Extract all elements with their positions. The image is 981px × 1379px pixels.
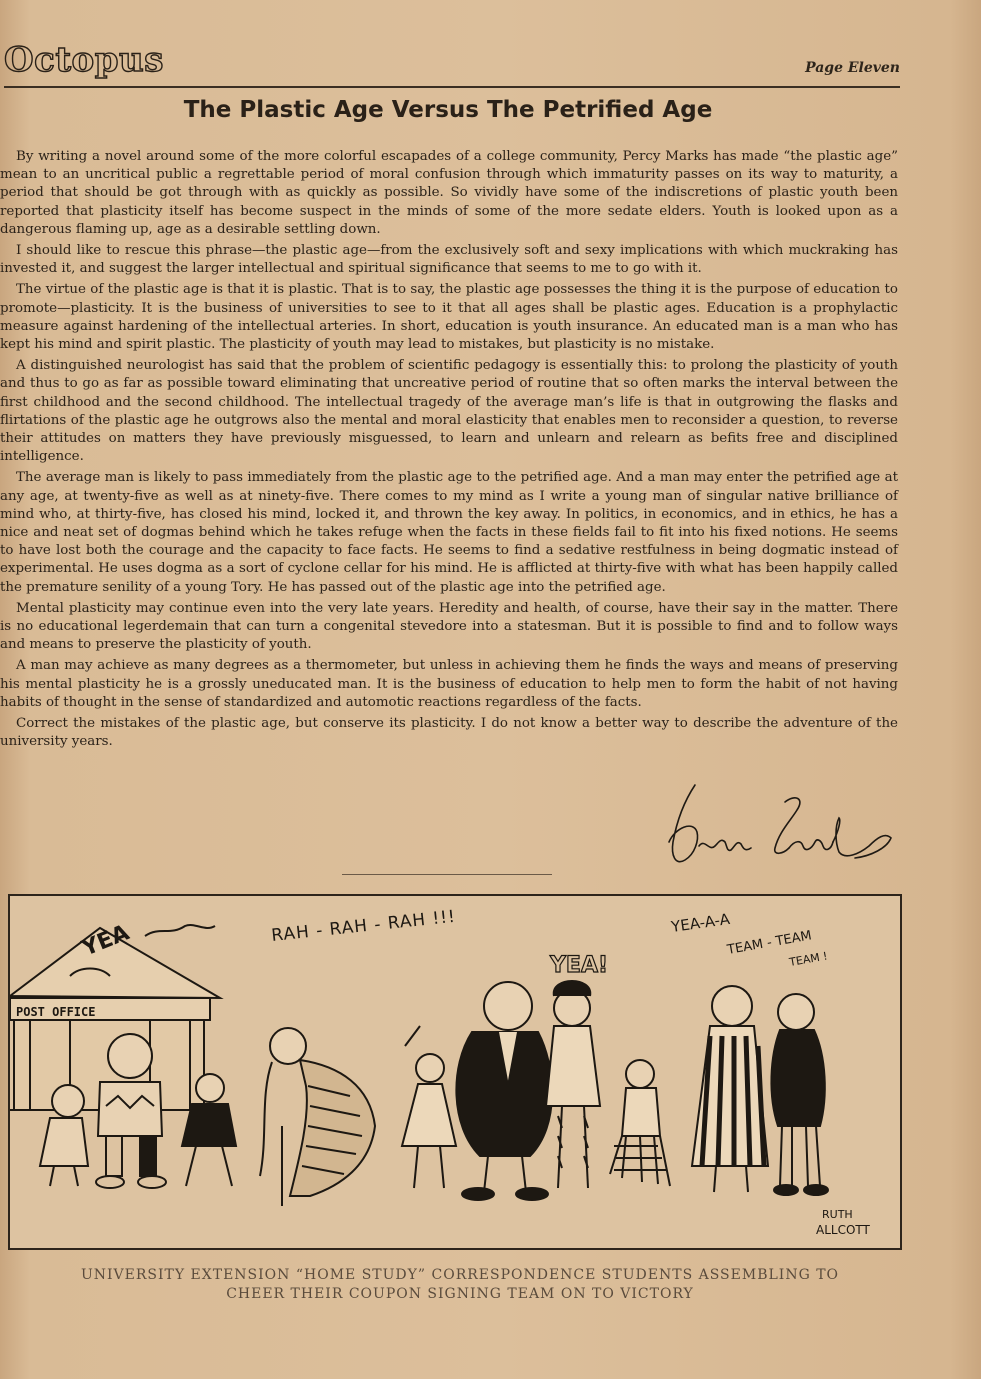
article-paragraph: The average man is likely to pass immediately from the plastic age to the petrified age. And a man may enter the petrified age at any age, at twenty-five as well as at ninety-five. There comes to my mind as I write a young man of singular native brilliance of mind who, at thirty-five, has closed his mind, locked it, and thrown the key away. In politics, in economics, and in ethics, he has a nice and neat set of dogmas behind which he takes refuge when the facts in these fields fail to fit into his fixed notions. He seems to have lost both the courage and the capacity to face facts. He seems to find a sedative restfulness in being dogmatic instead of experimental. He uses dogma as a sort of cyclone cellar for his mind. He is afflicted at thirty-five with what has been happily called the premature senility of a young Tory. He has passed out of the plastic age into the petrified age. bbox=[0, 470, 898, 595]
cheer-yea-left: YEA bbox=[78, 920, 133, 962]
cheer-rah: RAH - RAH - RAH !!! bbox=[270, 906, 457, 946]
cheer-yea-center: YEA! bbox=[550, 953, 609, 978]
author-signature bbox=[655, 780, 900, 870]
cheer-team-2: TEAM ! bbox=[788, 949, 829, 969]
cheer-yea-right: YEA-A-A bbox=[670, 909, 731, 936]
cartoon-drawing bbox=[10, 896, 896, 1244]
article-paragraph: The virtue of the plastic age is that it is plastic. That is to say, the plastic age possesses the thing it is the purpose of education to promote—plasticity. It is the business of universities to see to it that all ages shall be plastic ages. Education is a prophylactic measure against hardening of the intellectual arteries. In short, education is youth insurance. An educated man is a man who has kept his mind and spirit plastic. The plasticity of youth may lead to mistakes, but plasticity is no mistake. bbox=[0, 282, 898, 353]
artist-name-line1: RUTH bbox=[822, 1208, 853, 1221]
divider-rule bbox=[342, 874, 552, 875]
article-paragraph: Correct the mistakes of the plastic age, but conserve its plasticity. I do not know a better way to describe the adventure of the university years. bbox=[0, 716, 898, 750]
magazine-logo: Octopus bbox=[4, 40, 164, 80]
cheer-team-1: TEAM - TEAM bbox=[726, 928, 813, 958]
article-paragraph: A distinguished neurologist has said that the problem of scientific pedagogy is essentially this: to prolong the plasticity of youth and thus to go as far as possible toward eliminating that uncreative period of routine that so often marks the interval between the first childhood and the second childhood. The intellectual tragedy of the average man’s life is that in outgrowing the flasks and flirtations of the plastic age he outgrows also the mental and moral elasticity that enables men to reconsider a question, to reverse their attitudes on matters they have previously misguessed, to learn and unlearn and relearn as befits free and disciplined intelligence. bbox=[0, 358, 898, 465]
article-body bbox=[0, 148, 898, 755]
cartoon-caption bbox=[20, 1266, 900, 1304]
article-paragraph: By writing a novel around some of the more colorful escapades of a college community, Percy Marks has made “the plastic age” mean to an uncritical public a regrettable period of moral confusion through which immaturity passes on its way to maturity, a period that should be got through with as quickly as possible. So vividly have some of the indiscretions of plastic youth been reported that plasticity itself has become suspect in the minds of some of the more sedate elders. Youth is looked upon as a dangerous flaming up, age as a desirable settling down. bbox=[0, 149, 898, 237]
page-number-label: Page Eleven bbox=[805, 60, 900, 76]
article-title: The Plastic Age Versus The Petrified Age bbox=[183, 97, 713, 123]
article-paragraph: I should like to rescue this phrase—the plastic age—from the exclusively soft and sexy implications with which muckraking has invested it, and suggest the larger intellectual and spiritual significance that seems to me to go with it. bbox=[0, 243, 898, 277]
post-office-sign: POST OFFICE bbox=[16, 1005, 96, 1019]
masthead bbox=[4, 42, 900, 88]
cartoon-illustration bbox=[8, 894, 902, 1250]
caption-line-1: UNIVERSITY EXTENSION “HOME STUDY” CORRESPONDENCE STUDENTS ASSEMBLING TO bbox=[80, 1267, 840, 1283]
artist-name-line2: ALLCOTT bbox=[816, 1223, 870, 1237]
article-paragraph: Mental plasticity may continue even into the very late years. Heredity and health, of course, have their say in the matter. There is no educational legerdemain that can turn a congenital stevedore into a statesman. But it is possible to find and to follow ways and means to preserve the plasticity of youth. bbox=[0, 600, 898, 653]
caption-line-2: CHEER THEIR COUPON SIGNING TEAM ON TO VICTORY bbox=[226, 1286, 694, 1302]
article-paragraph: A man may achieve as many degrees as a thermometer, but unless in achieving them he finds the ways and means of preserving his mental plasticity he is a grossly uneducated man. It is the business of education to help men to form the habit of not having habits of thought in the sense of standardized and automotic reactions regardless of the facts. bbox=[0, 658, 898, 710]
